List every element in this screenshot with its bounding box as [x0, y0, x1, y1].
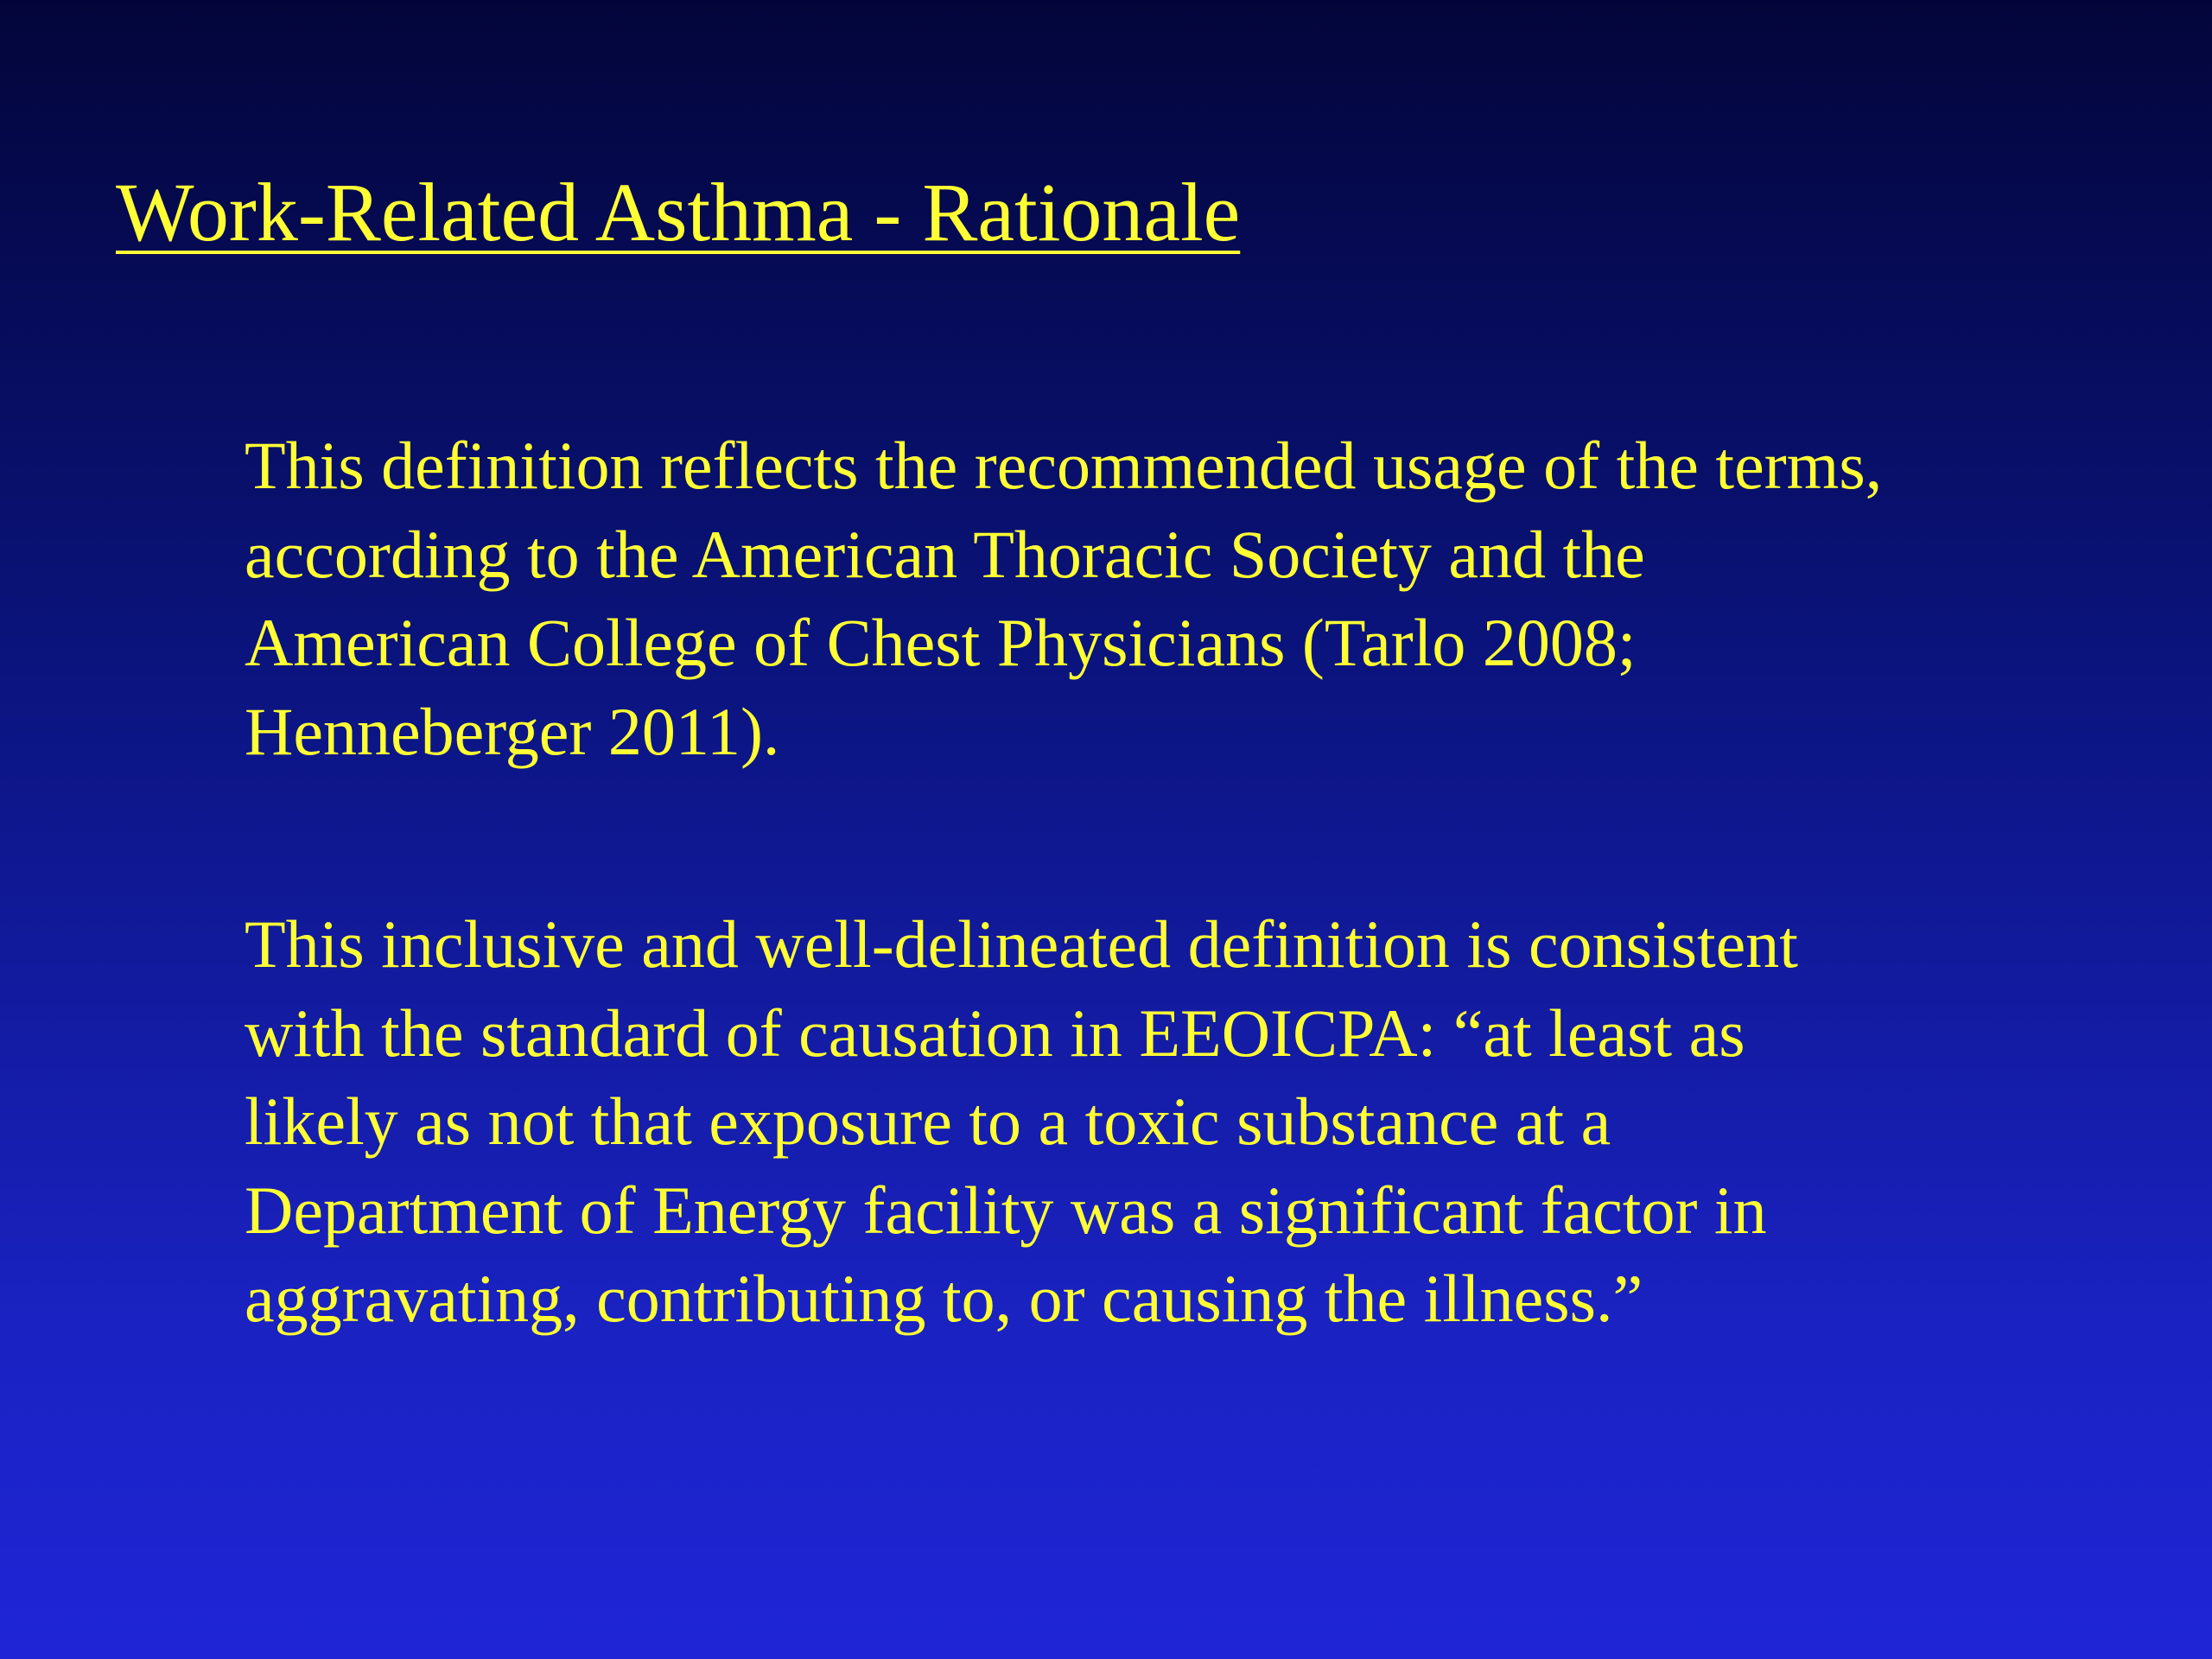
paragraph-line: American College of Chest Physicians (Tarlo 2008; — [245, 605, 1637, 680]
slide-title: Work-Related Asthma - Rationale — [116, 166, 1241, 258]
rationale-paragraph-causation — [245, 900, 2163, 1344]
paragraph-line: according to the American Thoracic Society and the — [245, 516, 1645, 592]
rationale-paragraph-definition — [245, 422, 2163, 776]
paragraph-line: Henneberger 2011). — [245, 693, 780, 769]
paragraph-line: This inclusive and well-delineated definition is consistent — [245, 906, 1798, 982]
paragraph-line: likely as not that exposure to a toxic substance at a — [245, 1084, 1611, 1159]
paragraph-line: with the standard of causation in EEOICPA: “at least as — [245, 995, 1745, 1071]
paragraph-line: aggravating, contributing to, or causing the illness.” — [245, 1261, 1643, 1336]
paragraph-line: This definition reflects the recommended usage of the terms, — [245, 428, 1883, 503]
paragraph-line: Department of Energy facility was a significant factor in — [245, 1172, 1767, 1248]
